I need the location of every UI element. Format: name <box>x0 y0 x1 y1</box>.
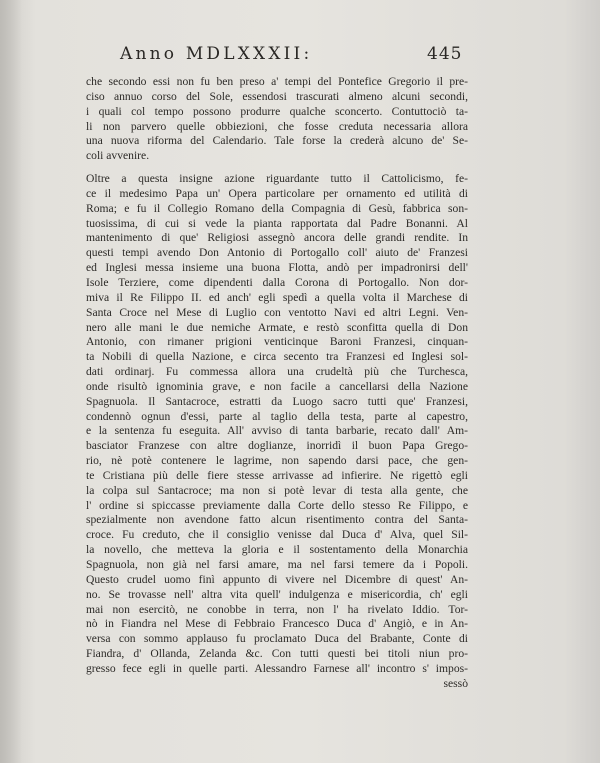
text-line: e la sentenza fu eseguita. All' avviso di tanta barbarie, recato dall' Am- <box>86 424 468 438</box>
text-line: Roma; e fu il Collegio Romano della Compagnia di Gesù, fabbrica son- <box>86 201 468 215</box>
page-body <box>86 75 468 692</box>
text-line: Antonio, con rimaner prigioni venticinque Baroni Franzesi, cinquan- <box>86 335 468 349</box>
text-line: dati ordinarj. Fu commessa allora una crudeltà più che Turchesca, <box>86 365 468 379</box>
paragraph <box>86 75 468 164</box>
text-line: una nuova riforma del Calendario. Tale forse la crederà alcuno de' Se- <box>86 134 468 148</box>
text-line: l' ordine si spiccasse previamente dalla Corte dello stesso Re Filippo, e <box>86 498 468 512</box>
text-line: basciator Franzese con altre doglianze, inorridì il buon Papa Grego- <box>86 439 468 453</box>
text-line: nò in Fiandra nel Mese di Febbraio Francesco Duca d' Angiò, e in An- <box>86 617 468 631</box>
text-line: miva il Re Filippo II. ed anch' egli spedì a quella volta il Marchese di <box>86 290 468 304</box>
paragraph <box>86 172 468 677</box>
text-line: nero alle mani le due nemiche Armate, e restò sconfitta quella di Don <box>86 320 468 334</box>
text-line: Questo crudel uomo finì appunto di vivere nel Dicembre di quest' An- <box>86 572 468 586</box>
text-line: ciso annuo corso del Sole, essendosi trascurati almeno alcuni secondi, <box>86 89 468 103</box>
text-line: la colpa sul Santacroce; ma non si potè levar di testa alla gente, che <box>86 483 468 497</box>
text-line: Spagnuola. Il Santacroce, estratti da Luogo sacro tutti que' Franzesi, <box>86 394 468 408</box>
text-line: croce. Fu creduto, che il consiglio venisse dal Duca d' Alva, quel Sil- <box>86 528 468 542</box>
text-line: ce il medesimo Papa un' Opera particolare per ornamento ed utilità di <box>86 186 468 200</box>
text-line: rio, nè potè contenere le lagrime, non sapendo darsi pace, che gen- <box>86 454 468 468</box>
text-line: Isole Terziere, come dipendenti dalla Corona di Portogallo. Non dor- <box>86 275 468 289</box>
page-header <box>0 44 600 70</box>
text-line: spezialmente non avendone fatto alcun risentimento contra del Santa- <box>86 513 468 527</box>
text-line: mantenimento di que' Religiosi assegnò ancora delle grandi rendite. In <box>86 231 468 245</box>
text-line: questi tempi avendo Don Antonio di Portogallo coll' aiuto de' Franzesi <box>86 246 468 260</box>
text-line: te Cristiana più delle fiere stesse arrivasse ad infierire. Ne rigettò egli <box>86 468 468 482</box>
text-line: Fiandra, d' Ollanda, Zelanda &c. Con tutti questi bei titoli niun pro- <box>86 647 468 661</box>
text-line: mai non esercitò, ne conobbe in terra, non l' ha rivelato Iddio. Tor- <box>86 602 468 616</box>
paragraph-gap <box>86 164 468 172</box>
text-line: che secondo essi non fu ben preso a' tempi del Pontefice Gregorio il pre- <box>86 75 468 88</box>
running-head: Anno MDLXXXII: <box>120 44 313 64</box>
text-line: versa con sommo applauso fu proclamato Duca del Brabante, Conte di <box>86 632 468 646</box>
page-number: 445 <box>427 44 463 64</box>
text-line: onde risultò ignominia grave, e non facile a cancellarsi della Nazione <box>86 379 468 393</box>
text-line: li non parvero quelle obbiezioni, che fosse creduta necessaria allora <box>86 119 468 133</box>
text-line: gresso fece egli in quelle parti. Alessandro Farnese all' incontro s' impos- <box>86 661 468 675</box>
text-line: Spagnuola, non già nel farsi amare, ma nel farsi temere da i Popoli. <box>86 558 468 571</box>
text-line: tuosissima, di cui si vede la pianta rapportata dal Padre Bonanni. Al <box>86 216 468 230</box>
text-line: Santa Croce nel Mese di Luglio con ventotto Navi ed altri Legni. Ven- <box>86 305 468 319</box>
text-line: ed Inglesi messa insieme una buona Flotta, andò per impadronirsi dell' <box>86 261 468 275</box>
paragraph-container <box>86 75 468 677</box>
text-line: Oltre a questa insigne azione riguardante tutto il Cattolicismo, fe- <box>86 172 468 186</box>
text-line: no. Se trovasse nell' altra vita quell' indulgenza e misericordia, ch' egli <box>86 587 468 601</box>
text-line: la novello, che metteva la gloria e il sostentamento della Monarchia <box>86 543 468 557</box>
text-line: i quali col tempo possono produrre qualche sconcerto. Contuttociò ta- <box>86 104 468 118</box>
text-line: coli avvenire. <box>86 149 150 163</box>
catchword: sessò <box>443 676 468 690</box>
text-line: condennò ognun d'essi, parte al taglio della testa, parte al capestro, <box>86 409 468 423</box>
page-gutter-shadow <box>0 0 22 763</box>
text-line: ta Nobili di quella Nazione, e circa secento tra Franzesi ed Inglesi sol- <box>86 350 468 364</box>
